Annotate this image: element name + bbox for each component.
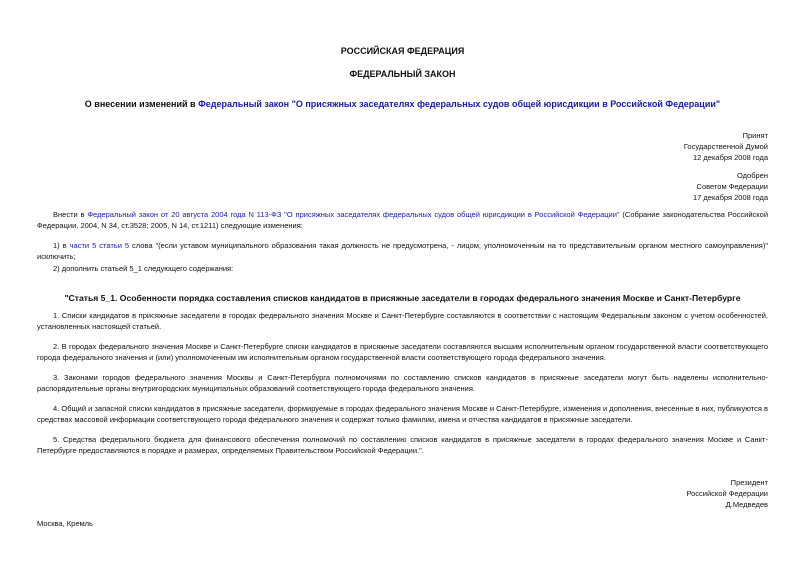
- article-paragraph-5: 5. Средства федерального бюджета для финансового обеспечения полномочий по составлению списков кандидатов в присяжные заседатели в городах федерального значения Москве и Санкт-Петербурге предоставляются в порядке и размерах, определяемых Правительством Российской Федерации.".: [37, 435, 768, 455]
- intro-paragraph: [37, 210, 768, 231]
- approved-block: [693, 170, 768, 203]
- approved-date: 17 декабря 2008 года: [692, 193, 768, 202]
- intro-prefix: Внести в: [53, 210, 88, 219]
- item-1-paragraph: [37, 241, 768, 262]
- article-paragraph-2: 2. В городах федерального значения Москве и Санкт-Петербурге списки кандидатов в присяжные заседатели составляются высшим исполнительным органом государственной власти соответствующего города федерального значения и (или) уполномоченным им исполнительным органом государственной власти соответствующего города федерального значения.: [37, 342, 768, 362]
- item-2-paragraph: 2) дополнить статьей 5_1 следующего содержания:: [53, 264, 234, 273]
- approved-body: Советом Федерации: [696, 182, 768, 191]
- signature-block: [686, 477, 768, 510]
- signature-country: Российской Федерации: [686, 489, 768, 498]
- law-title: [37, 99, 768, 109]
- law-title-prefix: О внесении изменений в: [84, 99, 199, 109]
- signature-name: Д.Медведев: [725, 500, 768, 509]
- item-1-prefix: 1) в: [53, 241, 70, 250]
- signing-place: Москва, Кремль: [37, 519, 93, 528]
- item-1-link[interactable]: части 5 статьи 5: [69, 241, 130, 250]
- law-title-link[interactable]: Федеральный закон "О присяжных заседателях федеральных судов общей юрисдикции в Российской Федерации": [198, 99, 721, 109]
- article-paragraph-1: 1. Списки кандидатов в присяжные заседатели в городах федерального значения Москве и Санкт-Петербурге составляются в соответствии с настоящим Федеральным законом с учетом особенностей, установленных настоящей статьей.: [37, 311, 768, 331]
- intro-law-link[interactable]: Федеральный закон от 20 августа 2004 года N 113-ФЗ "О присяжных заседателях федеральных судов общей юрисдикции в Российской Федерации": [87, 210, 620, 219]
- signature-title: Президент: [730, 478, 768, 487]
- article-paragraph-3: 3. Законами городов федерального значения Москвы и Санкт-Петербурга полномочиями по составлению списков кандидатов в присяжные заседатели могут быть наделены исполнительно-распорядительные органы внутригородских муниципальных образований соответствующего города федерального значения.: [37, 373, 768, 393]
- article-title: "Статья 5_1. Особенности порядка составления списков кандидатов в присяжные заседатели в городах федерального значения Москве и Санкт-Петербурге: [64, 293, 741, 303]
- article-paragraph-4: 4. Общий и запасной списки кандидатов в присяжные заседатели, формируемые в городах федерального значения Москве и Санкт-Петербурге, изменения и дополнения, внесенные в них, публикуются в средствах массовой информации соответствующего города федерального значения и содержат только фамилии, имена и отчества кандидатов в присяжные заседатели.: [37, 404, 768, 424]
- country-heading: РОССИЙСКАЯ ФЕДЕРАЦИЯ: [340, 46, 465, 56]
- doc-type-heading: ФЕДЕРАЛЬНЫЙ ЗАКОН: [349, 69, 456, 79]
- intro-suffix: (Собрание законодательства Российской Федерации, 2004, N 34, ст.3528; 2005, N 14, ст.1211) следующие изменения:: [37, 210, 769, 230]
- accepted-block: [684, 130, 768, 163]
- approved-label: Одобрен: [737, 171, 768, 180]
- accepted-body: Государственной Думой: [683, 142, 768, 151]
- accepted-date: 12 декабря 2008 года: [692, 153, 768, 162]
- item-1-suffix: слова "(если уставом муниципального образования такая должность не предусмотрена, - лицом, уполномоченным на то представительным органом местного самоуправления)" исключить;: [37, 241, 769, 261]
- accepted-label: Принят: [742, 131, 768, 140]
